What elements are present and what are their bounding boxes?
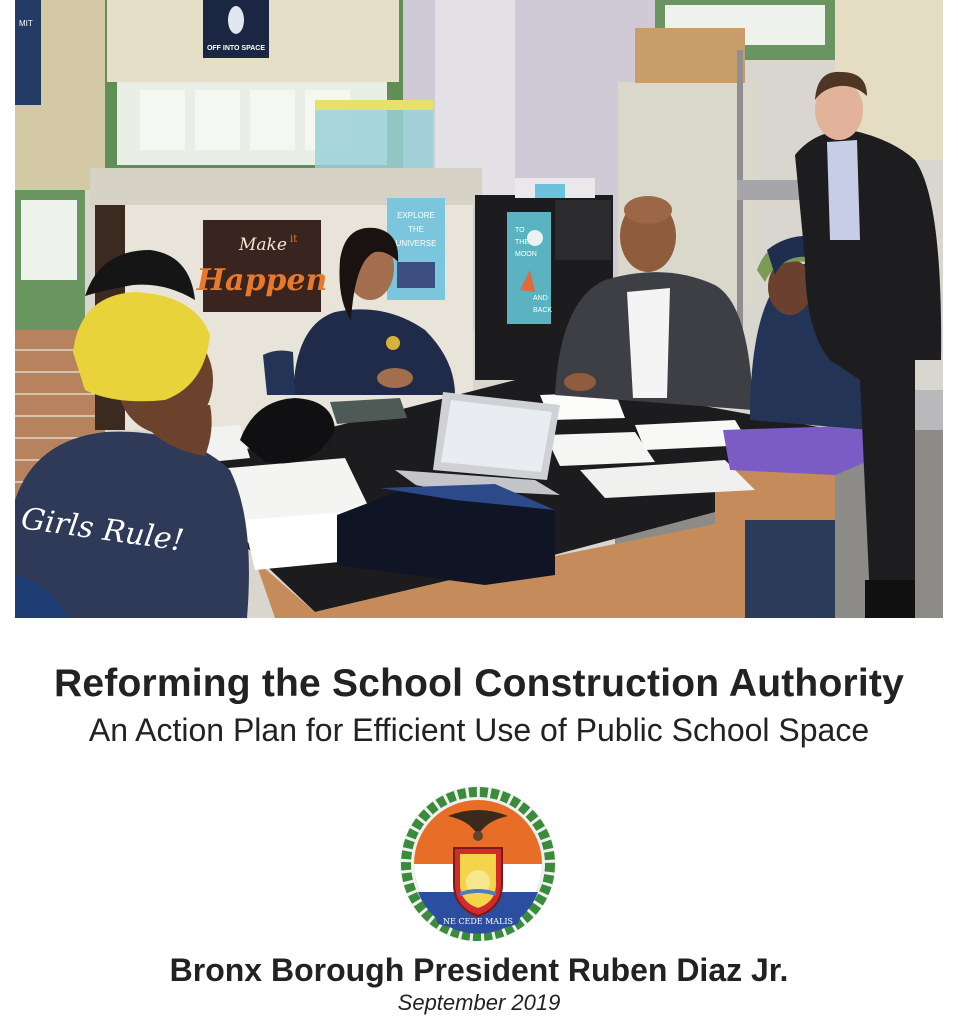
seal-motto: NE CEDE MALIS xyxy=(442,917,514,926)
poster-top-text: OFF INTO SPACE xyxy=(206,45,266,52)
shirt-text: Girls Rule! xyxy=(18,501,186,559)
document-date: September 2019 xyxy=(397,990,561,1015)
sign-make-text: Make xyxy=(239,235,287,255)
poster-edge-text: MIT xyxy=(19,19,33,28)
sign-it-text: it xyxy=(290,234,298,245)
cover-photo xyxy=(15,0,943,618)
document-title: Reforming the School Construction Authority xyxy=(54,662,904,705)
poster-moon-line-4: AND xyxy=(533,295,548,302)
poster-explore-line-2: THE xyxy=(408,225,424,234)
sign-happen-text: Happen xyxy=(196,263,328,298)
poster-explore-line-3: UNIVERSE xyxy=(395,239,437,248)
poster-explore-line-1: EXPLORE xyxy=(397,211,435,220)
document-subtitle: An Action Plan for Efficient Use of Public School Space xyxy=(88,712,870,748)
bronx-borough-seal xyxy=(398,784,558,944)
poster-moon-line-1: TO xyxy=(515,227,525,234)
poster-moon-line-2: THE xyxy=(515,239,529,246)
poster-moon-line-5: BACK xyxy=(533,307,553,314)
document-author: Bronx Borough President Ruben Diaz Jr. xyxy=(169,952,789,988)
poster-moon-line-3: MOON xyxy=(515,251,537,258)
